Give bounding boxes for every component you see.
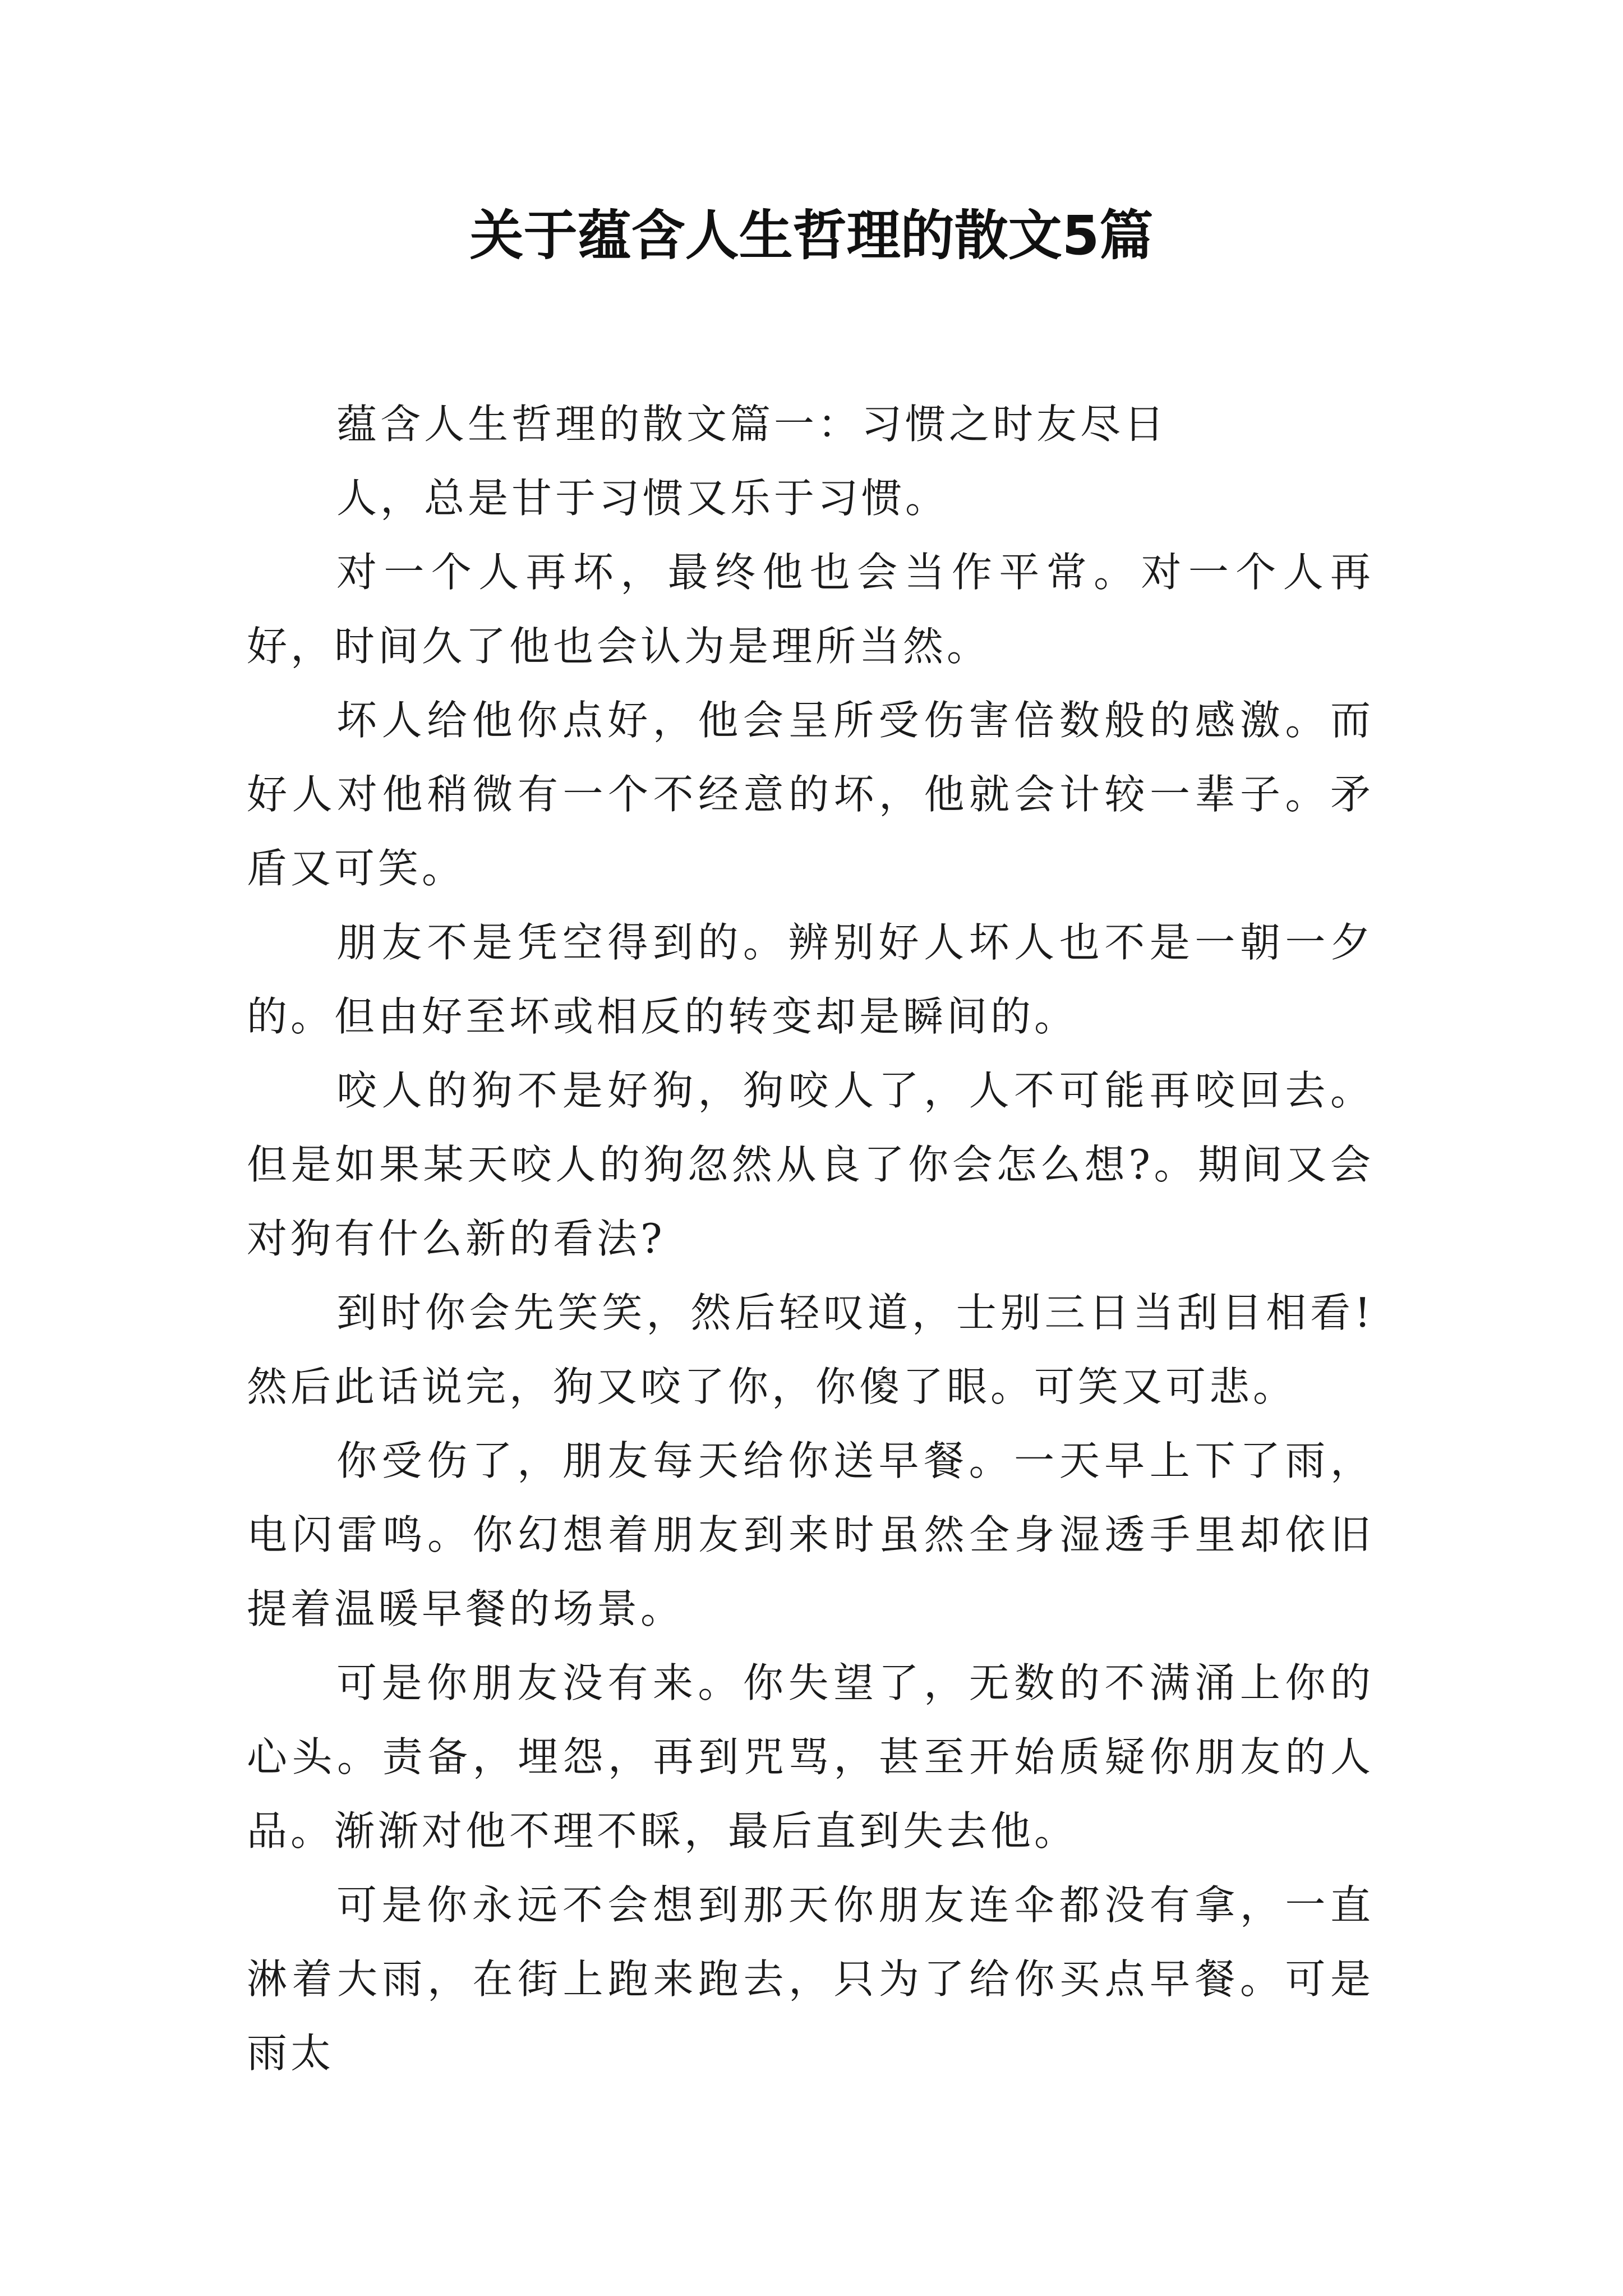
paragraph: 咬人的狗不是好狗，狗咬人了，人不可能再咬回去。但是如果某天咬人的狗忽然从良了你会怎么想?。期间又会对狗有什么新的看法?	[247, 1067, 1374, 1262]
paragraph: 可是你朋友没有来。你失望了，无数的不满涌上你的心头。责备，埋怨，再到咒骂，甚至开始质疑你朋友的人品。渐渐对他不理不睬，最后直到失去他。	[247, 1659, 1374, 1855]
paragraph: 坏人给他你点好，他会呈所受伤害倍数般的感激。而好人对他稍微有一个不经意的坏，他就会计较一辈子。矛盾又可笑。	[247, 697, 1374, 892]
paragraph: 可是你永远不会想到那天你朋友连伞都没有拿，一直淋着大雨，在街上跑来跑去，只为了给你买点早餐。可是雨太	[247, 1881, 1374, 2077]
paragraph: 对一个人再坏，最终他也会当作平常。对一个人再好，时间久了他也会认为是理所当然。	[247, 549, 1374, 670]
paragraph: 朋友不是凭空得到的。辨别好人坏人也不是一朝一夕的。但由好至坏或相反的转变却是瞬间的。	[247, 919, 1374, 1040]
paragraph: 到时你会先笑笑，然后轻叹道，士别三日当刮目相看!然后此话说完，狗又咬了你，你傻了眼。可笑又可悲。	[247, 1289, 1374, 1410]
document-body	[247, 387, 1374, 2090]
paragraph: 你受伤了，朋友每天给你送早餐。一天早上下了雨，电闪雷鸣。你幻想着朋友到来时虽然全身湿透手里却依旧提着温暖早餐的场景。	[247, 1437, 1374, 1632]
paragraph: 蕴含人生哲理的散文篇一：习惯之时友尽日	[336, 401, 1168, 448]
document-title: 关于蕴含人生哲理的散文5篇	[469, 204, 1154, 267]
paragraph: 人，总是甘于习惯又乐于习惯。	[336, 475, 949, 522]
